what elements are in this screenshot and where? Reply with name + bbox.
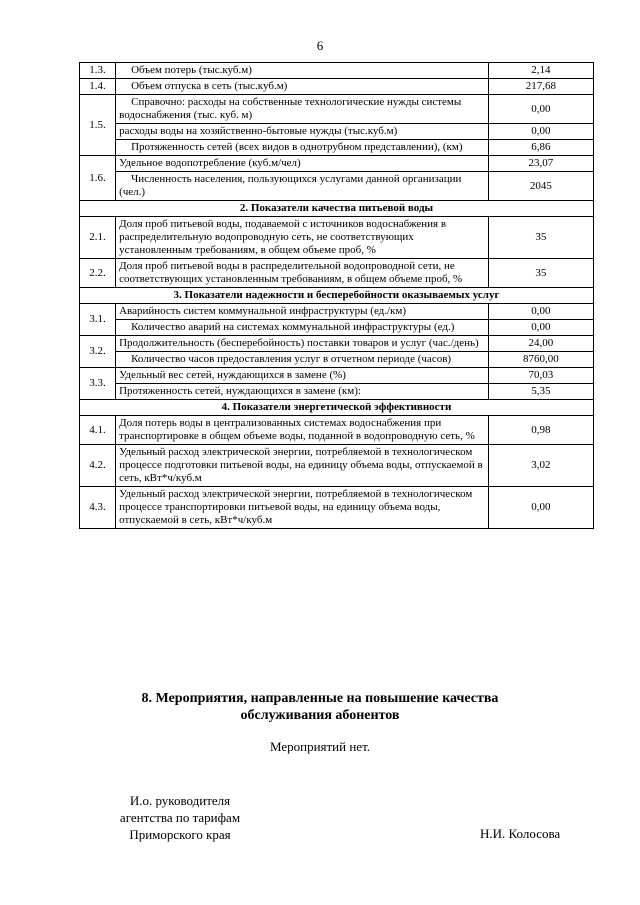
indicator-value: 0,00 bbox=[488, 320, 593, 336]
table-row bbox=[80, 320, 594, 336]
heading-line-2: обслуживания абонентов bbox=[240, 708, 400, 723]
indicator-value: 0,00 bbox=[488, 124, 593, 140]
table-row bbox=[80, 336, 594, 352]
row-number: 1.4. bbox=[80, 79, 116, 95]
table-row bbox=[80, 384, 594, 400]
indicator-value: 35 bbox=[488, 259, 593, 288]
indicator-description: расходы воды на хозяйственно-бытовые нужды (тыс.куб.м) bbox=[116, 124, 489, 140]
table-row bbox=[80, 487, 594, 529]
table-row bbox=[80, 156, 594, 172]
indicator-value: 23,07 bbox=[488, 156, 593, 172]
indicator-description: Доля проб питьевой воды в распределительной водопроводной сети, не соответствующих установленным требованиям, в общем объеме проб, % bbox=[116, 259, 489, 288]
indicator-value: 0,00 bbox=[488, 487, 593, 529]
heading-line-1: 8. Мероприятия, направленные на повышение качества bbox=[141, 691, 499, 706]
indicator-description: Доля проб питьевой воды, подаваемой с источников водоснабжения в распределительную водопроводную сеть, не соответствующих установленным требованиям, в общем объеме проб, % bbox=[116, 217, 489, 259]
indicator-value: 0,00 bbox=[488, 304, 593, 320]
row-number: 1.5. bbox=[80, 95, 116, 156]
indicator-description: Справочно: расходы на собственные технологические нужды системы водоснабжения (тыс. куб. м) bbox=[116, 95, 489, 124]
table-row bbox=[80, 95, 594, 124]
table-row bbox=[80, 79, 594, 95]
table-row bbox=[80, 217, 594, 259]
indicator-description: Численность населения, пользующихся услугами данной организации (чел.) bbox=[116, 172, 489, 201]
row-number: 2.2. bbox=[80, 259, 116, 288]
row-number: 1.6. bbox=[80, 156, 116, 201]
indicator-description: Объем отпуска в сеть (тыс.куб.м) bbox=[116, 79, 489, 95]
indicator-value: 6,86 bbox=[488, 140, 593, 156]
indicator-description: Продолжительность (бесперебойность) поставки товаров и услуг (час./день) bbox=[116, 336, 489, 352]
indicator-value: 35 bbox=[488, 217, 593, 259]
indicator-value: 0,00 bbox=[488, 95, 593, 124]
table-row bbox=[80, 172, 594, 201]
section-title: 3. Показатели надежности и бесперебойности оказываемых услуг bbox=[80, 288, 594, 304]
table-row bbox=[80, 352, 594, 368]
table-row bbox=[80, 445, 594, 487]
indicator-description: Удельный вес сетей, нуждающихся в замене (%) bbox=[116, 368, 489, 384]
row-number: 3.1. bbox=[80, 304, 116, 336]
indicator-value: 2,14 bbox=[488, 63, 593, 79]
indicator-description: Удельный расход электрической энергии, потребляемой в технологическом процессе подготовки питьевой воды, на единицу объема воды, отпускаемой в сеть, кВт*ч/куб.м bbox=[116, 445, 489, 487]
signer-line-2: агентства по тарифам bbox=[119, 810, 241, 825]
indicator-value: 217,68 bbox=[488, 79, 593, 95]
row-number: 1.3. bbox=[80, 63, 116, 79]
row-number: 4.2. bbox=[80, 445, 116, 487]
indicator-description: Удельное водопотребление (куб.м/чел) bbox=[116, 156, 489, 172]
row-number: 4.1. bbox=[80, 416, 116, 445]
table-row bbox=[80, 63, 594, 79]
indicators-table bbox=[79, 62, 594, 529]
table-row bbox=[80, 416, 594, 445]
row-number: 2.1. bbox=[80, 217, 116, 259]
signer-line-3: Приморского края bbox=[129, 827, 231, 842]
row-number: 3.2. bbox=[80, 336, 116, 368]
indicator-description: Количество аварий на системах коммунальной инфраструктуры (ед.) bbox=[116, 320, 489, 336]
indicator-description: Количество часов предоставления услуг в отчетном периоде (часов) bbox=[116, 352, 489, 368]
indicator-value: 70,03 bbox=[488, 368, 593, 384]
table-row bbox=[80, 124, 594, 140]
section-title: 4. Показатели энергетической эффективности bbox=[80, 400, 594, 416]
table-row bbox=[80, 259, 594, 288]
section-row bbox=[80, 400, 594, 416]
section-title: 2. Показатели качества питьевой воды bbox=[80, 201, 594, 217]
table-row bbox=[80, 140, 594, 156]
section-heading bbox=[0, 690, 640, 724]
no-measures-text: Мероприятий нет. bbox=[269, 739, 371, 754]
row-number: 3.3. bbox=[80, 368, 116, 400]
indicator-value: 3,02 bbox=[488, 445, 593, 487]
indicator-description: Протяженность сетей (всех видов в однотрубном представлении), (км) bbox=[116, 140, 489, 156]
indicator-description: Удельный расход электрической энергии, потребляемой в технологическом процессе транспортировки питьевой воды, на единицу объема воды, отпускаемой в сеть, кВт*ч/куб.м bbox=[116, 487, 489, 529]
table-row bbox=[80, 304, 594, 320]
indicator-description: Объем потерь (тыс.куб.м) bbox=[116, 63, 489, 79]
signer-title bbox=[80, 792, 280, 843]
page-number: 6 bbox=[316, 38, 324, 53]
indicator-value: 24,00 bbox=[488, 336, 593, 352]
indicator-value: 0,98 bbox=[488, 416, 593, 445]
indicator-value: 2045 bbox=[488, 172, 593, 201]
table-row bbox=[80, 368, 594, 384]
section-row bbox=[80, 288, 594, 304]
indicator-value: 5,35 bbox=[488, 384, 593, 400]
indicator-description: Доля потерь воды в централизованных системах водоснабжения при транспортировке в общем объеме воды, поданной в водопроводную сеть, % bbox=[116, 416, 489, 445]
row-number: 4.3. bbox=[80, 487, 116, 529]
indicator-value: 8760,00 bbox=[488, 352, 593, 368]
signer-line-1: И.о. руководителя bbox=[129, 793, 231, 808]
signer-name: Н.И. Колосова bbox=[480, 826, 561, 841]
indicator-description: Протяженность сетей, нуждающихся в замене (км): bbox=[116, 384, 489, 400]
indicator-description: Аварийность систем коммунальной инфраструктуры (ед./км) bbox=[116, 304, 489, 320]
section-row bbox=[80, 201, 594, 217]
